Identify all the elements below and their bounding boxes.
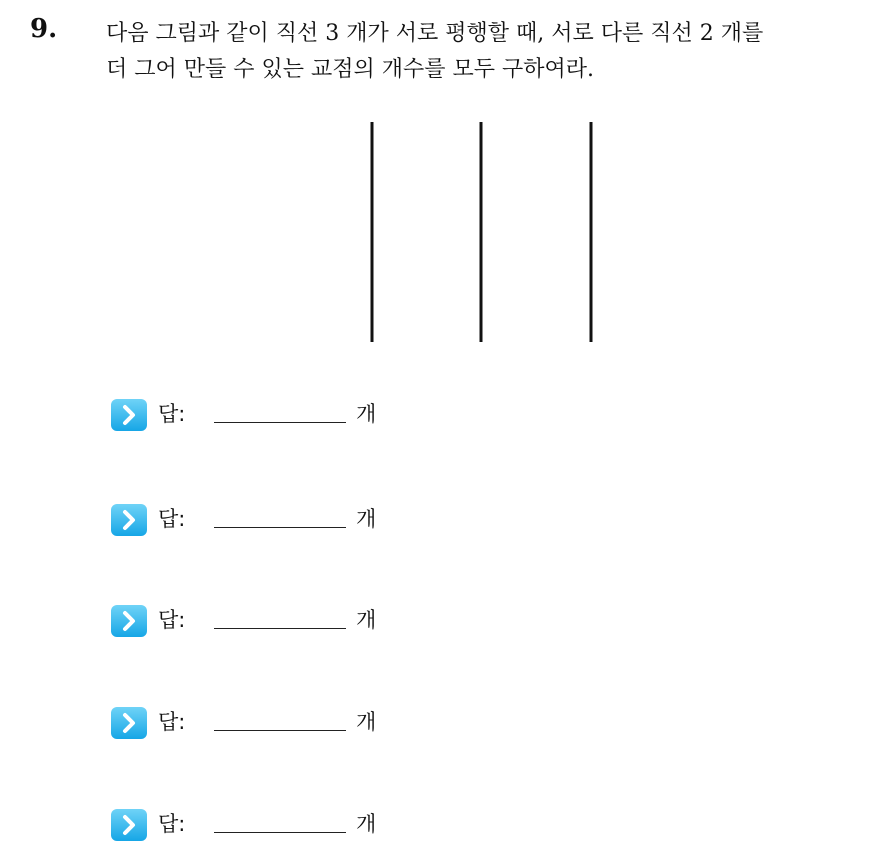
question-line-2: 더 그어 만들 수 있는 교점의 개수를 모두 구하여라. <box>106 57 594 82</box>
answer-unit: 개 <box>356 507 377 531</box>
answer-unit: 개 <box>356 402 377 426</box>
answer-unit: 개 <box>356 608 377 632</box>
chevron-right-icon <box>110 706 148 740</box>
chevron-right-icon <box>110 503 148 537</box>
answer-label: 답: <box>158 507 186 531</box>
answer-label: 답: <box>158 710 186 734</box>
answer-label: 답: <box>158 402 186 426</box>
answer-label: 답: <box>158 608 186 632</box>
answer-row-2 <box>110 499 410 543</box>
question-number: 9. <box>30 14 58 44</box>
chevron-right-icon <box>110 808 148 842</box>
chevron-right-icon <box>110 398 148 432</box>
answer-blank-input[interactable] <box>214 527 346 528</box>
answer-label: 답: <box>158 812 186 836</box>
answer-row-3 <box>110 600 410 644</box>
chevron-right-icon <box>110 604 148 638</box>
answer-unit: 개 <box>356 710 377 734</box>
parallel-lines-figure <box>360 118 610 348</box>
question-line-1: 다음 그림과 같이 직선 3 개가 서로 평행할 때, 서로 다른 직선 2 개를 <box>106 21 764 46</box>
answer-blank-input[interactable] <box>214 628 346 629</box>
answer-row-5 <box>110 804 410 848</box>
answer-blank-input[interactable] <box>214 832 346 833</box>
answer-row-1 <box>110 394 410 438</box>
answer-blank-input[interactable] <box>214 730 346 731</box>
answer-unit: 개 <box>356 812 377 836</box>
question-text <box>106 16 876 88</box>
answer-row-4 <box>110 702 410 746</box>
answer-blank-input[interactable] <box>214 422 346 423</box>
